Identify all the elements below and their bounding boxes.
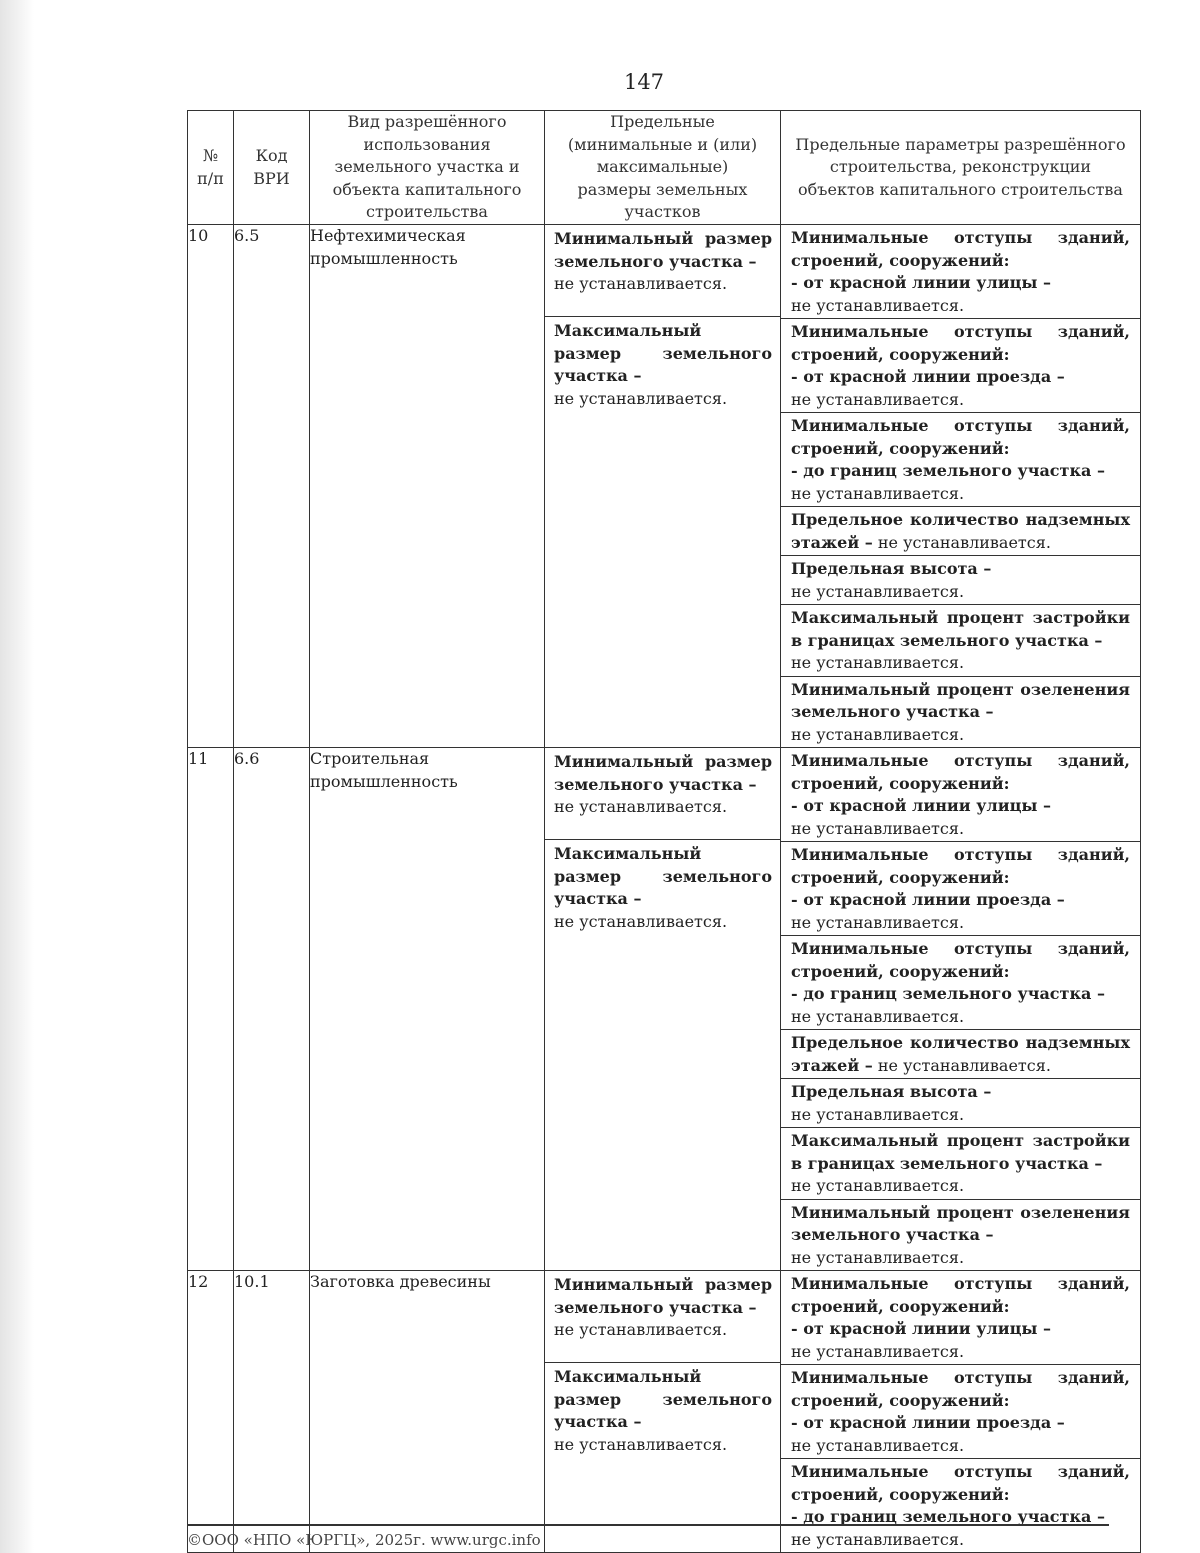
setback-value: не устанавливается. [791, 295, 965, 315]
setback-street-entry [781, 1271, 1140, 1365]
floors-entry [781, 507, 1140, 556]
params-cell [781, 1271, 1141, 1553]
setback-border: - до границ земельного участка – [791, 1507, 1105, 1526]
setback-value: не устанавливается. [791, 818, 965, 838]
setback-label: Минимальные отступы зданий, строений, сооружений: [791, 228, 1130, 270]
setback-passage-entry [781, 842, 1140, 936]
max-size-value: не устанавливается. [554, 1434, 728, 1454]
coverage-value: не устанавливается. [791, 1176, 965, 1195]
row-name: Нефтехимическая промышленность [310, 225, 545, 748]
setback-passage-entry [781, 1365, 1140, 1459]
row-num: 11 [188, 748, 234, 1271]
floors-entry [781, 1030, 1140, 1079]
min-size-entry [545, 748, 780, 840]
setback-value: не устанавливается. [791, 1529, 965, 1549]
setback-value: не устанавливается. [791, 389, 965, 409]
setback-label: Минимальные отступы зданий, строений, сооружений: [791, 1368, 1130, 1410]
setback-passage: - от красной линии проезда – [791, 367, 1065, 386]
footer-copyright: ©ООО «НПО «ЮРГЦ», 2025г. www.urgc.info [187, 1531, 541, 1549]
setback-label: Минимальные отступы зданий, строений, сооружений: [791, 1274, 1130, 1316]
setback-passage-entry [781, 319, 1140, 413]
setback-street-entry [781, 225, 1140, 319]
setback-street: - от красной линии улицы – [791, 273, 1052, 292]
height-label: Предельная высота – [791, 1082, 992, 1101]
green-value: не устанавливается. [791, 724, 965, 744]
green-label: Минимальный процент озеленения земельного участка – [791, 1202, 1130, 1244]
header-code: Код ВРИ [234, 111, 310, 225]
setback-border: - до границ земельного участка – [791, 461, 1105, 480]
page-number: 147 [623, 70, 665, 94]
floors-label: Предельное количество надземных этажей – [791, 510, 1130, 552]
setback-passage: - от красной линии проезда – [791, 890, 1065, 909]
floors-value: не устанавливается. [872, 532, 1051, 552]
row-code: 6.5 [234, 225, 310, 748]
height-entry [781, 556, 1140, 605]
floors-label: Предельное количество надземных этажей – [791, 1033, 1130, 1075]
min-size-value: не устанавливается. [554, 1320, 728, 1339]
green-entry [781, 677, 1140, 748]
setback-label: Минимальные отступы зданий, строений, сооружений: [791, 322, 1130, 364]
header-name: Вид разрешённого использования земельного участка и объекта капитального строительства [310, 111, 545, 225]
scan-edge-shadow [0, 0, 34, 1553]
min-size-value: не устанавливается. [554, 797, 728, 816]
header-sizes: Предельные (минимальные и (или) максимальные) размеры земельных участков [545, 111, 781, 225]
floors-value: не устанавливается. [872, 1055, 1051, 1075]
header-params: Предельные параметры разрешённого строительства, реконструкции объектов капитального строительства [781, 111, 1141, 225]
setback-border-entry [781, 936, 1140, 1030]
height-entry [781, 1079, 1140, 1128]
setback-value: не устанавливается. [791, 912, 965, 932]
max-size-value: не устанавливается. [554, 911, 728, 931]
row-name: Заготовка древесины [310, 1271, 545, 1553]
max-size-entry [545, 1363, 780, 1458]
table-row [188, 225, 1141, 748]
coverage-entry [781, 1128, 1140, 1200]
row-code: 6.6 [234, 748, 310, 1271]
max-size-label: Максимальный размер земельного участка – [554, 321, 772, 385]
setback-value: не устанавливается. [791, 483, 965, 503]
setback-border: - до границ земельного участка – [791, 984, 1105, 1003]
table-row [188, 1271, 1141, 1553]
min-size-entry [545, 225, 780, 317]
max-size-label: Максимальный размер земельного участка – [554, 844, 772, 908]
max-size-entry [545, 317, 780, 412]
row-num: 12 [188, 1271, 234, 1553]
footer-divider [187, 1524, 1109, 1526]
setback-value: не устанавливается. [791, 1341, 965, 1361]
max-size-label: Максимальный размер земельного участка – [554, 1367, 772, 1431]
min-size-label: Минимальный размер земельного участка – [554, 752, 772, 794]
table-header-row [188, 111, 1141, 225]
height-value: не устанавливается. [791, 581, 965, 601]
regulations-table [187, 110, 1141, 1553]
setback-value: не устанавливается. [791, 1435, 965, 1455]
height-label: Предельная высота – [791, 559, 992, 578]
setback-passage: - от красной линии проезда – [791, 1413, 1065, 1432]
row-num: 10 [188, 225, 234, 748]
setback-value: не устанавливается. [791, 1006, 965, 1026]
coverage-label: Максимальный процент застройки в границах земельного участка – [791, 608, 1130, 650]
min-size-value: не устанавливается. [554, 274, 728, 293]
setback-label: Минимальные отступы зданий, строений, сооружений: [791, 845, 1130, 887]
coverage-value: не устанавливается. [791, 653, 965, 672]
setback-border-entry [781, 413, 1140, 507]
max-size-value: не устанавливается. [554, 388, 728, 408]
coverage-label: Максимальный процент застройки в границах земельного участка – [791, 1131, 1130, 1173]
min-size-entry [545, 1271, 780, 1363]
row-code: 10.1 [234, 1271, 310, 1553]
setback-label: Минимальные отступы зданий, строений, сооружений: [791, 416, 1130, 458]
params-cell [781, 225, 1141, 748]
green-label: Минимальный процент озеленения земельного участка – [791, 679, 1130, 721]
setback-street: - от красной линии улицы – [791, 1319, 1052, 1338]
setback-label: Минимальные отступы зданий, строений, сооружений: [791, 939, 1130, 981]
min-size-label: Минимальный размер земельного участка – [554, 1275, 772, 1317]
green-value: не устанавливается. [791, 1247, 965, 1267]
setback-street-entry [781, 748, 1140, 842]
height-value: не устанавливается. [791, 1104, 965, 1124]
size-cell [545, 225, 781, 748]
table-row [188, 748, 1141, 1271]
coverage-entry [781, 605, 1140, 677]
row-name: Строительная промышленность [310, 748, 545, 1271]
setback-border-entry [781, 1459, 1140, 1552]
header-num: № п/п [188, 111, 234, 225]
min-size-label: Минимальный размер земельного участка – [554, 229, 772, 271]
size-cell [545, 1271, 781, 1553]
green-entry [781, 1200, 1140, 1271]
setback-street: - от красной линии улицы – [791, 796, 1052, 815]
setback-label: Минимальные отступы зданий, строений, сооружений: [791, 1462, 1130, 1504]
max-size-entry [545, 840, 780, 935]
params-cell [781, 748, 1141, 1271]
setback-label: Минимальные отступы зданий, строений, сооружений: [791, 751, 1130, 793]
size-cell [545, 748, 781, 1271]
